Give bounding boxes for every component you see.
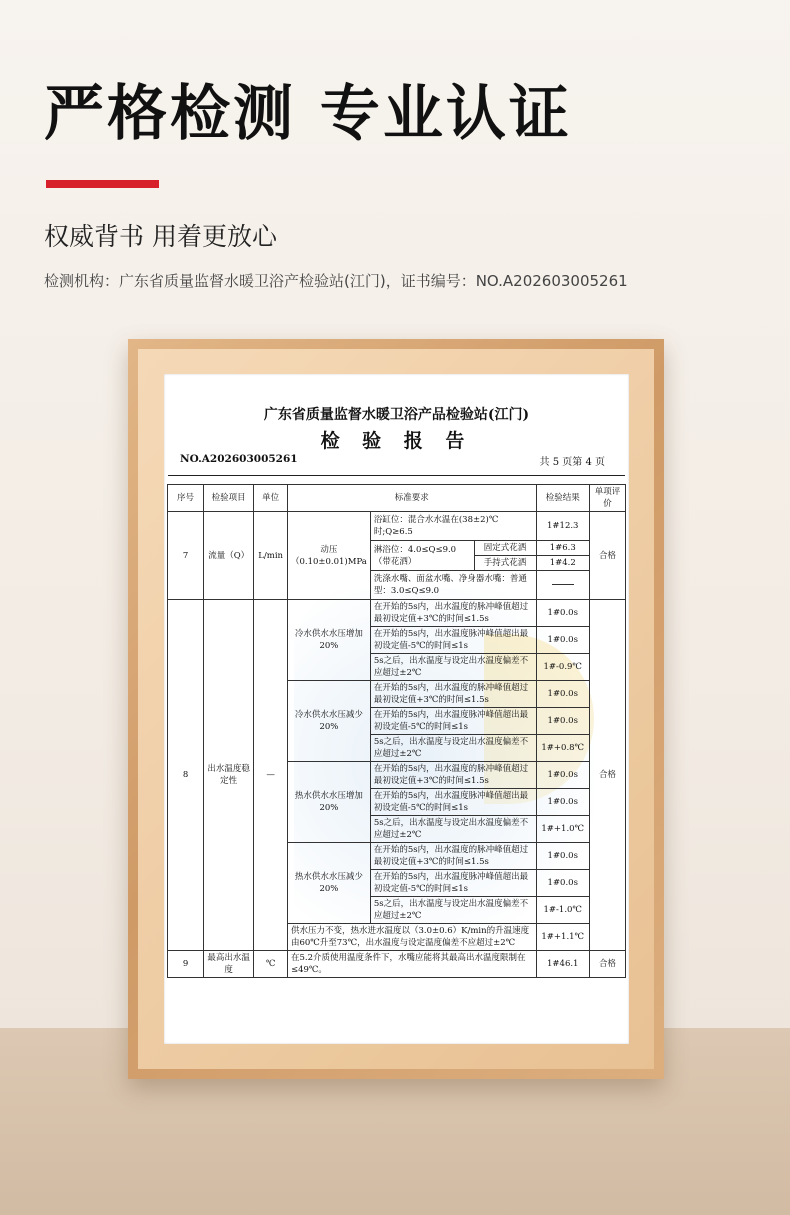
col-header-item: 检验项目 (204, 485, 254, 512)
subtitle: 权威背书 用着更放心 (44, 222, 277, 251)
row9-unit: ℃ (254, 951, 288, 978)
table-row (168, 600, 626, 627)
row8-result: 1#0.0s (536, 762, 589, 789)
row8-result: 1#+1.0℃ (536, 816, 589, 843)
row7-unit: L/min (254, 512, 288, 600)
row9-req: 在5.2介质使用温度条件下，水嘴应能将其最高出水温度限制在≤49℃。 (287, 951, 536, 978)
row8-unit: — (254, 600, 288, 951)
row9-seq: 9 (168, 951, 204, 978)
row8-seq: 8 (168, 600, 204, 951)
col-header-requirement: 标准要求 (287, 485, 536, 512)
certification-info: 检测机构：广东省质量监督水暖卫浴产检验站(江门)，证书编号：NO.A202603005261 (44, 272, 628, 290)
row7-fixed-shower-label: 固定式花洒 (474, 541, 536, 556)
row8-req: 在开始的5s内，出水温度脉冲峰值超出最初设定值-5℃的时间≤1s (370, 789, 536, 816)
row8-group-label: 热水供水水压减少20% (287, 843, 370, 924)
report-institution: 广东省质量监督水暖卫浴产品检验站(江门) (263, 407, 530, 423)
row8-group-label: 热水供水水压增加20% (287, 762, 370, 843)
report-title: 检 验 报 告 (320, 430, 473, 452)
row8-req: 在开始的5s内，出水温度的脉冲峰值超过最初设定值+3℃的时间≤1.5s (370, 600, 536, 627)
row8-req: 5s之后，出水温度与设定出水温度偏差不应超过±2℃ (370, 897, 536, 924)
row8-req: 在开始的5s内，出水温度的脉冲峰值超过最初设定值+3℃的时间≤1.5s (370, 843, 536, 870)
col-header-seq: 序号 (168, 485, 204, 512)
row8-eval: 合格 (589, 600, 625, 951)
row7-shower-req: 淋浴位：4.0≤Q≤9.0（带花洒） (370, 541, 474, 571)
row8-group-label: 冷水供水水压减少20% (287, 681, 370, 762)
row8-req: 在开始的5s内，出水温度脉冲峰值超出最初设定值-5℃的时间≤1s (370, 708, 536, 735)
row8-result: 1#0.0s (536, 708, 589, 735)
row8-req: 5s之后，出水温度与设定出水温度偏差不应超过±2℃ (370, 735, 536, 762)
row8-req: 在开始的5s内，出水温度脉冲峰值超出最初设定值-5℃的时间≤1s (370, 870, 536, 897)
row8-item: 出水温度稳定性 (204, 600, 254, 951)
row7-item: 流量（Q） (204, 512, 254, 600)
row7-eval: 合格 (589, 512, 625, 600)
headline: 严格检测 专业认证 (44, 79, 572, 149)
report-page-indicator: 共 5 页第 4 页 (539, 457, 605, 468)
row8-group-label: 冷水供水水压增加20% (287, 600, 370, 681)
row8-result: 1#0.0s (536, 627, 589, 654)
row8-supply-req: 供水压力不变，热水进水温度以（3.0±0.6）K/min的升温速度由60℃升至73℃，出水温度与设定温度偏差不应超过±2℃ (287, 924, 536, 951)
row7-fixed-shower-result: 1#6.3 (536, 541, 589, 556)
col-header-eval: 单项评价 (589, 485, 625, 512)
row8-result: 1#-1.0℃ (536, 897, 589, 924)
row8-result: 1#0.0s (536, 600, 589, 627)
row8-req: 5s之后，出水温度与设定出水温度偏差不应超过±2℃ (370, 816, 536, 843)
row7-sink-req: 洗涤水嘴、面盆水嘴、净身器水嘴：普通型：3.0≤Q≤9.0 (370, 571, 536, 600)
table-header-row (168, 485, 626, 512)
empty-result-dash (552, 584, 574, 585)
row8-result: 1#0.0s (536, 789, 589, 816)
row7-sink-result (536, 571, 589, 600)
row9-item: 最高出水温度 (204, 951, 254, 978)
row7-bath-result: 1#12.3 (536, 512, 589, 541)
report-table (167, 484, 626, 978)
test-report-document (164, 374, 629, 1044)
row8-supply-result: 1#+1.1℃ (536, 924, 589, 951)
row8-req: 在开始的5s内，出水温度的脉冲峰值超过最初设定值+3℃的时间≤1.5s (370, 681, 536, 708)
col-header-unit: 单位 (254, 485, 288, 512)
row7-seq: 7 (168, 512, 204, 600)
col-header-result: 检验结果 (536, 485, 589, 512)
row7-condition: 动压（0.10±0.01)MPa (287, 512, 370, 600)
row7-hand-shower-result: 1#4.2 (536, 556, 589, 571)
accent-bar (46, 180, 159, 188)
table-row (168, 512, 626, 541)
row9-result: 1#46.1 (536, 951, 589, 978)
row7-hand-shower-label: 手持式花洒 (474, 556, 536, 571)
row8-result: 1#0.0s (536, 681, 589, 708)
row8-req: 在开始的5s内，出水温度脉冲峰值超出最初设定值-5℃的时间≤1s (370, 627, 536, 654)
row7-bath-req: 浴缸位：混合水水温在(38±2)℃时;Q≥6.5 (370, 512, 536, 541)
row8-result: 1#-0.9℃ (536, 654, 589, 681)
row8-result: 1#0.0s (536, 870, 589, 897)
report-number: NO.A202603005261 (180, 453, 298, 465)
header-rule (168, 475, 625, 476)
row9-eval: 合格 (589, 951, 625, 978)
row8-req: 在开始的5s内，出水温度的脉冲峰值超过最初设定值+3℃的时间≤1.5s (370, 762, 536, 789)
table-row (168, 951, 626, 978)
row8-result: 1#0.0s (536, 843, 589, 870)
row8-req: 5s之后，出水温度与设定出水温度偏差不应超过±2℃ (370, 654, 536, 681)
row8-result: 1#+0.8℃ (536, 735, 589, 762)
